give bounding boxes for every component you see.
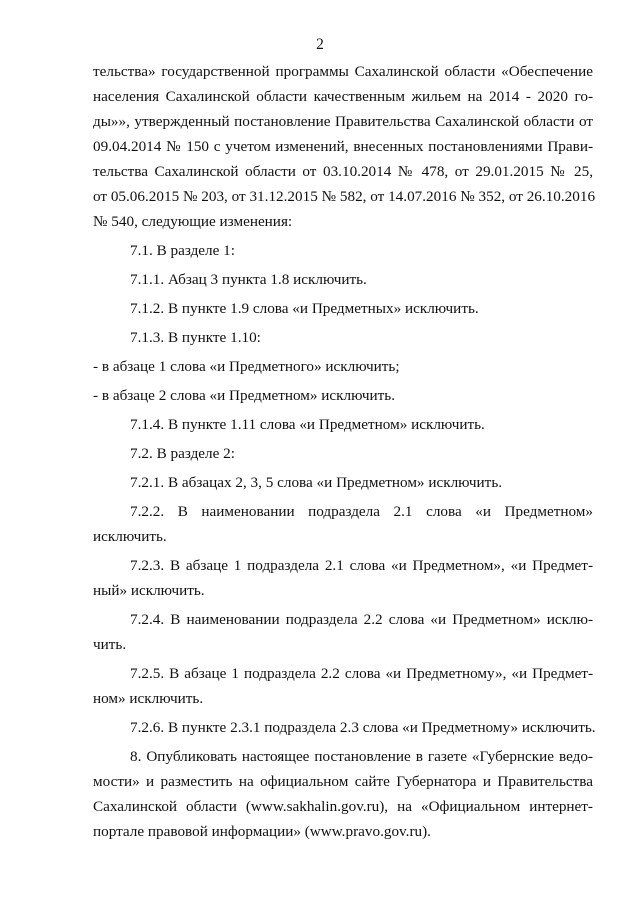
text-line: 7.2. В разделе 2: — [130, 445, 235, 462]
text-line: исключить. — [93, 528, 167, 545]
text-line: - в абзаце 2 слова «и Предметном» исключить. — [93, 387, 395, 404]
text-line: мости» и разместить на официальном сайте Губернатора и Правительства — [93, 773, 593, 790]
text-line: 7.2.5. В абзаце 1 подраздела 2.2 слова «и Предметному», «и Предмет- — [130, 665, 593, 682]
text-line: 7.1. В разделе 1: — [130, 242, 235, 259]
text-line: тельства Сахалинской области от 03.10.2014 № 478, от 29.01.2015 № 25, — [93, 163, 593, 180]
text-line: 09.04.2014 № 150 с учетом изменений, внесенных постановлениями Прави- — [93, 138, 593, 155]
text-line: населения Сахалинской области качественным жильем на 2014 - 2020 го- — [93, 88, 593, 105]
text-line: ды»», утвержденный постановление Правительства Сахалинской области от — [93, 113, 593, 130]
document-body — [93, 59, 596, 844]
page-number: 2 — [316, 36, 324, 53]
text-line: 7.1.2. В пункте 1.9 слова «и Предметных» исключить. — [130, 300, 479, 317]
text-line: ном» исключить. — [93, 690, 204, 707]
text-line: чить. — [93, 636, 127, 653]
text-line: 7.2.2. В наименовании подраздела 2.1 слова «и Предметном» — [130, 503, 593, 520]
text-line: от 05.06.2015 № 203, от 31.12.2015 № 582, от 14.07.2016 № 352, от 26.10.2016 — [93, 188, 596, 205]
text-line: 7.2.6. В пункте 2.3.1 подраздела 2.3 слова «и Предметному» исключить. — [130, 719, 596, 736]
text-line: 7.2.3. В абзаце 1 подраздела 2.1 слова «и Предметном», «и Предмет- — [130, 557, 593, 574]
text-line: 8. Опубликовать настоящее постановление в газете «Губернские ведо- — [130, 748, 593, 765]
text-line: 7.2.4. В наименовании подраздела 2.2 слова «и Предметном» исклю- — [130, 611, 593, 628]
text-line: 7.1.1. Абзац 3 пункта 1.8 исключить. — [130, 271, 367, 288]
text-line: портале правовой информации» (www.pravo.gov.ru). — [93, 823, 431, 840]
text-line: 7.2.1. В абзацах 2, 3, 5 слова «и Предметном» исключить. — [130, 474, 503, 491]
text-line: - в абзаце 1 слова «и Предметного» исключить; — [93, 358, 400, 375]
text-line: 7.1.3. В пункте 1.10: — [130, 329, 261, 346]
text-line: тельства» государственной программы Сахалинской области «Обеспечение — [93, 63, 593, 80]
text-line: Сахалинской области (www.sakhalin.gov.ru), на «Официальном интернет- — [93, 798, 593, 815]
text-line: № 540, следующие изменения: — [93, 213, 293, 230]
text-line: 7.1.4. В пункте 1.11 слова «и Предметном» исключить. — [130, 416, 485, 433]
text-line: ный» исключить. — [93, 582, 205, 599]
